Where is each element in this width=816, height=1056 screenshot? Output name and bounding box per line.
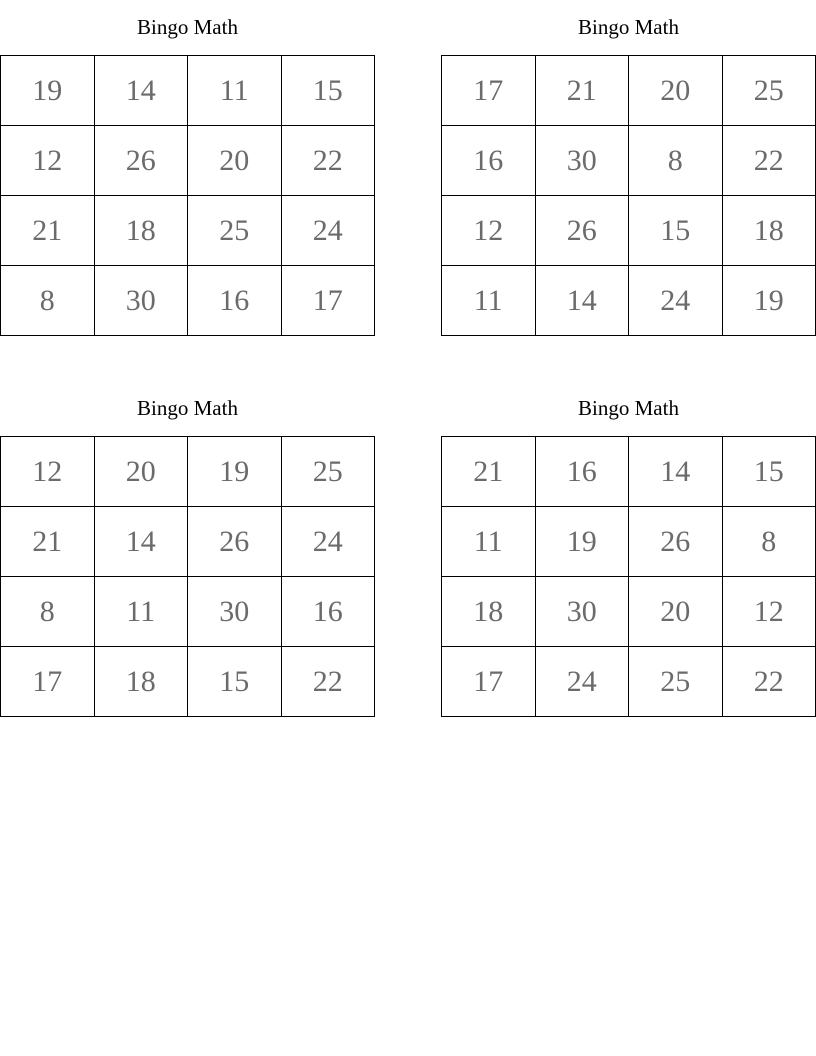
grid-cell: 15 [188, 647, 282, 717]
grid-cell: 8 [1, 577, 95, 647]
grid-cell: 15 [629, 196, 723, 266]
grid-cell: 18 [442, 577, 536, 647]
grid-cell: 19 [1, 56, 95, 126]
card-title: Bingo Math [578, 15, 679, 39]
grid-cell: 12 [1, 437, 95, 507]
grid-cell: 22 [282, 126, 376, 196]
bingo-grid [441, 436, 816, 717]
grid-cell: 19 [188, 437, 282, 507]
grid-cell: 12 [723, 577, 816, 647]
grid-cell: 19 [723, 266, 816, 336]
grid-cell: 21 [1, 507, 95, 577]
grid-cell: 8 [629, 126, 723, 196]
grid-cell: 17 [282, 266, 376, 336]
grid-cell: 25 [723, 56, 816, 126]
grid-cell: 21 [536, 56, 630, 126]
grid-cell: 11 [95, 577, 189, 647]
grid-cell: 21 [442, 437, 536, 507]
grid-cell: 17 [442, 56, 536, 126]
grid-cell: 30 [536, 577, 630, 647]
grid-cell: 22 [723, 647, 816, 717]
grid-cell: 20 [188, 126, 282, 196]
grid-cell: 14 [95, 507, 189, 577]
grid-cell: 14 [629, 437, 723, 507]
grid-cell: 24 [629, 266, 723, 336]
grid-cell: 30 [536, 126, 630, 196]
grid-cell: 18 [95, 196, 189, 266]
card-title: Bingo Math [137, 396, 238, 420]
grid-cell: 25 [629, 647, 723, 717]
grid-cell: 22 [282, 647, 376, 717]
grid-cell: 16 [442, 126, 536, 196]
grid-cell: 20 [629, 56, 723, 126]
bingo-grid [441, 55, 816, 336]
grid-cell: 25 [282, 437, 376, 507]
grid-cell: 22 [723, 126, 816, 196]
grid-cell: 11 [442, 266, 536, 336]
grid-cell: 15 [723, 437, 816, 507]
bingo-card-2 [441, 0, 816, 336]
bingo-grid [0, 55, 375, 336]
grid-cell: 19 [536, 507, 630, 577]
grid-cell: 11 [442, 507, 536, 577]
grid-cell: 8 [1, 266, 95, 336]
grid-cell: 17 [442, 647, 536, 717]
grid-cell: 14 [536, 266, 630, 336]
grid-cell: 20 [95, 437, 189, 507]
bingo-card-4 [441, 381, 816, 717]
grid-cell: 18 [95, 647, 189, 717]
grid-cell: 24 [282, 507, 376, 577]
grid-cell: 24 [282, 196, 376, 266]
bingo-card-1 [0, 0, 375, 336]
grid-cell: 26 [629, 507, 723, 577]
grid-cell: 21 [1, 196, 95, 266]
grid-cell: 16 [282, 577, 376, 647]
grid-cell: 24 [536, 647, 630, 717]
grid-cell: 30 [95, 266, 189, 336]
grid-cell: 12 [1, 126, 95, 196]
bingo-grid [0, 436, 375, 717]
grid-cell: 26 [188, 507, 282, 577]
grid-cell: 14 [95, 56, 189, 126]
card-title: Bingo Math [137, 15, 238, 39]
grid-cell: 11 [188, 56, 282, 126]
grid-cell: 25 [188, 196, 282, 266]
grid-cell: 26 [95, 126, 189, 196]
grid-cell: 8 [723, 507, 816, 577]
bingo-card-3 [0, 381, 375, 717]
grid-cell: 16 [188, 266, 282, 336]
grid-cell: 18 [723, 196, 816, 266]
grid-cell: 26 [536, 196, 630, 266]
grid-cell: 12 [442, 196, 536, 266]
grid-cell: 17 [1, 647, 95, 717]
grid-cell: 16 [536, 437, 630, 507]
grid-cell: 20 [629, 577, 723, 647]
grid-cell: 30 [188, 577, 282, 647]
grid-cell: 15 [282, 56, 376, 126]
card-title: Bingo Math [578, 396, 679, 420]
